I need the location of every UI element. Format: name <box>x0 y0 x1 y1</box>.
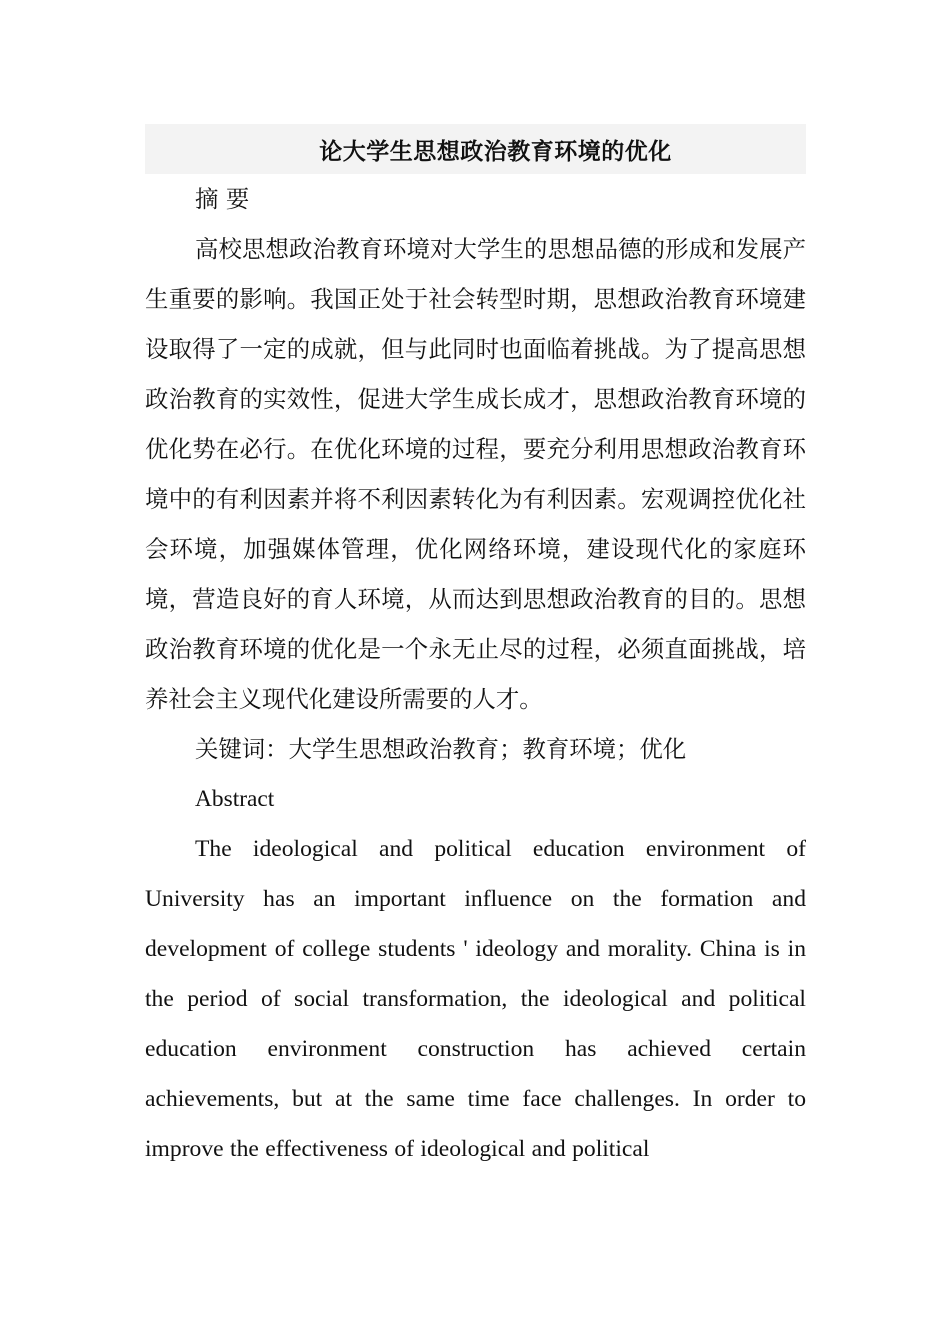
document-title: 论大学生思想政治教育环境的优化 <box>319 138 672 165</box>
abstract-en-body: The ideological and political education environment of University has an important influence on the formation and development of college students ' ideology and morality. China is in the period of social transformation, the ideological and political education environment construction has achieved certain achievements, but at the same time face challenges. In order to improve the effectiveness of ideological and political <box>145 836 806 1162</box>
keywords-line: 关键词：大学生思想政治教育；教育环境；优化 <box>195 735 687 763</box>
abstract-en-heading: Abstract <box>195 786 275 812</box>
abstract-cn-body: 高校思想政治教育环境对大学生的思想品德的形成和发展产生重要的影响。我国正处于社会转型时期，思想政治教育环境建设取得了一定的成就，但与此同时也面临着挑战。为了提高思想政治教育的实效性，促进大学生成长成才，思想政治教育环境的优化势在必行。在优化环境的过程，要充分利用思想政治教育环境中的有利因素并将不利因素转化为有利因素。宏观调控优化社会环境，加强媒体管理，优化网络环境，建设现代化的家庭环境，营造良好的育人环境，从而达到思想政治教育的目的。思想政治教育环境的优化是一个永无止尽的过程，必须直面挑战，培养社会主义现代化建设所需要的人才。 <box>145 235 806 713</box>
title-band <box>145 124 806 174</box>
abstract-cn-heading: 摘 要 <box>195 185 250 213</box>
document-page <box>145 124 806 1174</box>
